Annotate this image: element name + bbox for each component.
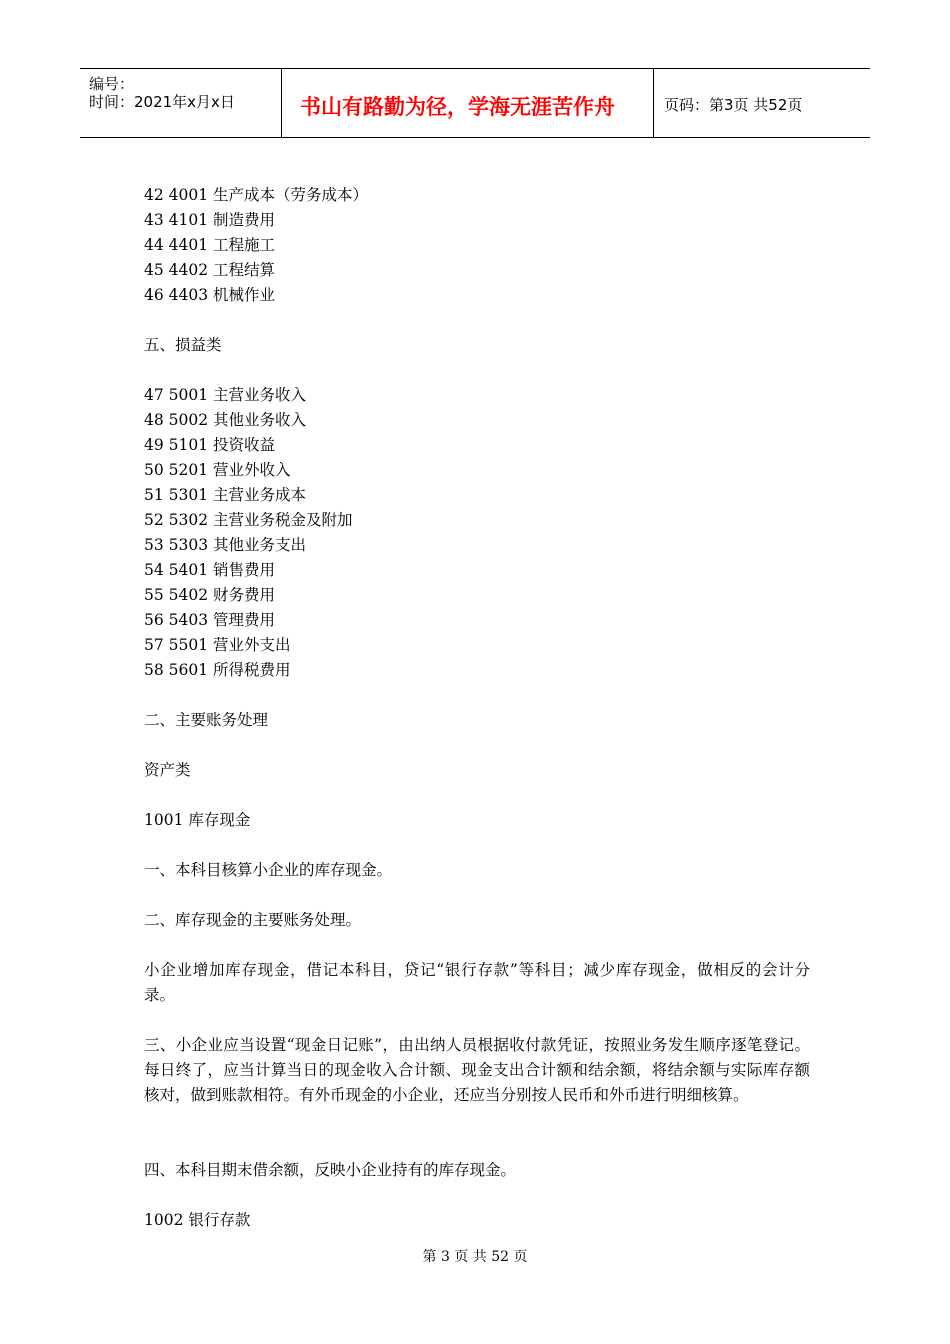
header-page-cell [654,69,870,137]
header-motto-cell [282,69,654,137]
account-line-49: 49 5101 投资收益 [144,436,276,454]
section-heading-assets: 资产类 [144,761,191,779]
account-line-50: 50 5201 营业外收入 [144,461,291,479]
account-line-53: 53 5303 其他业务支出 [144,536,307,554]
document-date-label: 时间：2021年x月x日 [89,93,235,111]
account-line-42: 42 4001 生产成本（劳务成本） [144,186,369,204]
header-info-cell [80,69,282,137]
account-line-52: 52 5302 主营业务税金及附加 [144,511,353,529]
section-heading-main-accounting: 二、主要账务处理 [144,711,269,729]
account-line-58: 58 5601 所得税费用 [144,661,291,679]
section-heading-profit-loss: 五、损益类 [144,336,222,354]
account-line-46: 46 4403 机械作业 [144,286,276,304]
account-line-54: 54 5401 销售费用 [144,561,276,579]
account-line-51: 51 5301 主营业务成本 [144,486,307,504]
account-heading-1002: 1002 银行存款 [144,1211,251,1229]
page-header [80,68,870,138]
account-line-44: 44 4401 工程施工 [144,236,276,254]
account-line-45: 45 4402 工程结算 [144,261,276,279]
clause-two: 二、库存现金的主要账务处理。 [144,911,362,929]
account-line-43: 43 4101 制造费用 [144,211,276,229]
header-motto: 书山有路勤为径，学海无涯苦作舟 [300,95,615,119]
paragraph-cash-journal: 三、小企业应当设置“现金日记账”，由出纳人员根据收付款凭证，按照业务发生顺序逐笔登记。每日终了，应当计算当日的现金收入合计额、现金支出合计额和结余额，将结余额与实际库存额核对，做到账款相符。有外币现金的小企业，还应当分别按人民币和外币进行明细核算。 [144,1036,810,1104]
account-line-47: 47 5001 主营业务收入 [144,386,307,404]
document-number-label: 编号： [89,75,135,93]
account-line-48: 48 5002 其他业务收入 [144,411,307,429]
account-heading-1001: 1001 库存现金 [144,811,251,829]
paragraph-cash-entries: 小企业增加库存现金，借记本科目，贷记“银行存款”等科目；减少库存现金，做相反的会计分录。 [144,961,810,1004]
header-page-info: 页码：第3页 共52页 [664,96,803,114]
account-line-57: 57 5501 营业外支出 [144,636,291,654]
page-footer: 第 3 页 共 52 页 [422,1249,528,1265]
clause-four: 四、本科目期末借余额，反映小企业持有的库存现金。 [144,1161,517,1179]
account-line-55: 55 5402 财务费用 [144,586,276,604]
clause-one: 一、本科目核算小企业的库存现金。 [144,861,393,879]
account-line-56: 56 5403 管理费用 [144,611,276,629]
